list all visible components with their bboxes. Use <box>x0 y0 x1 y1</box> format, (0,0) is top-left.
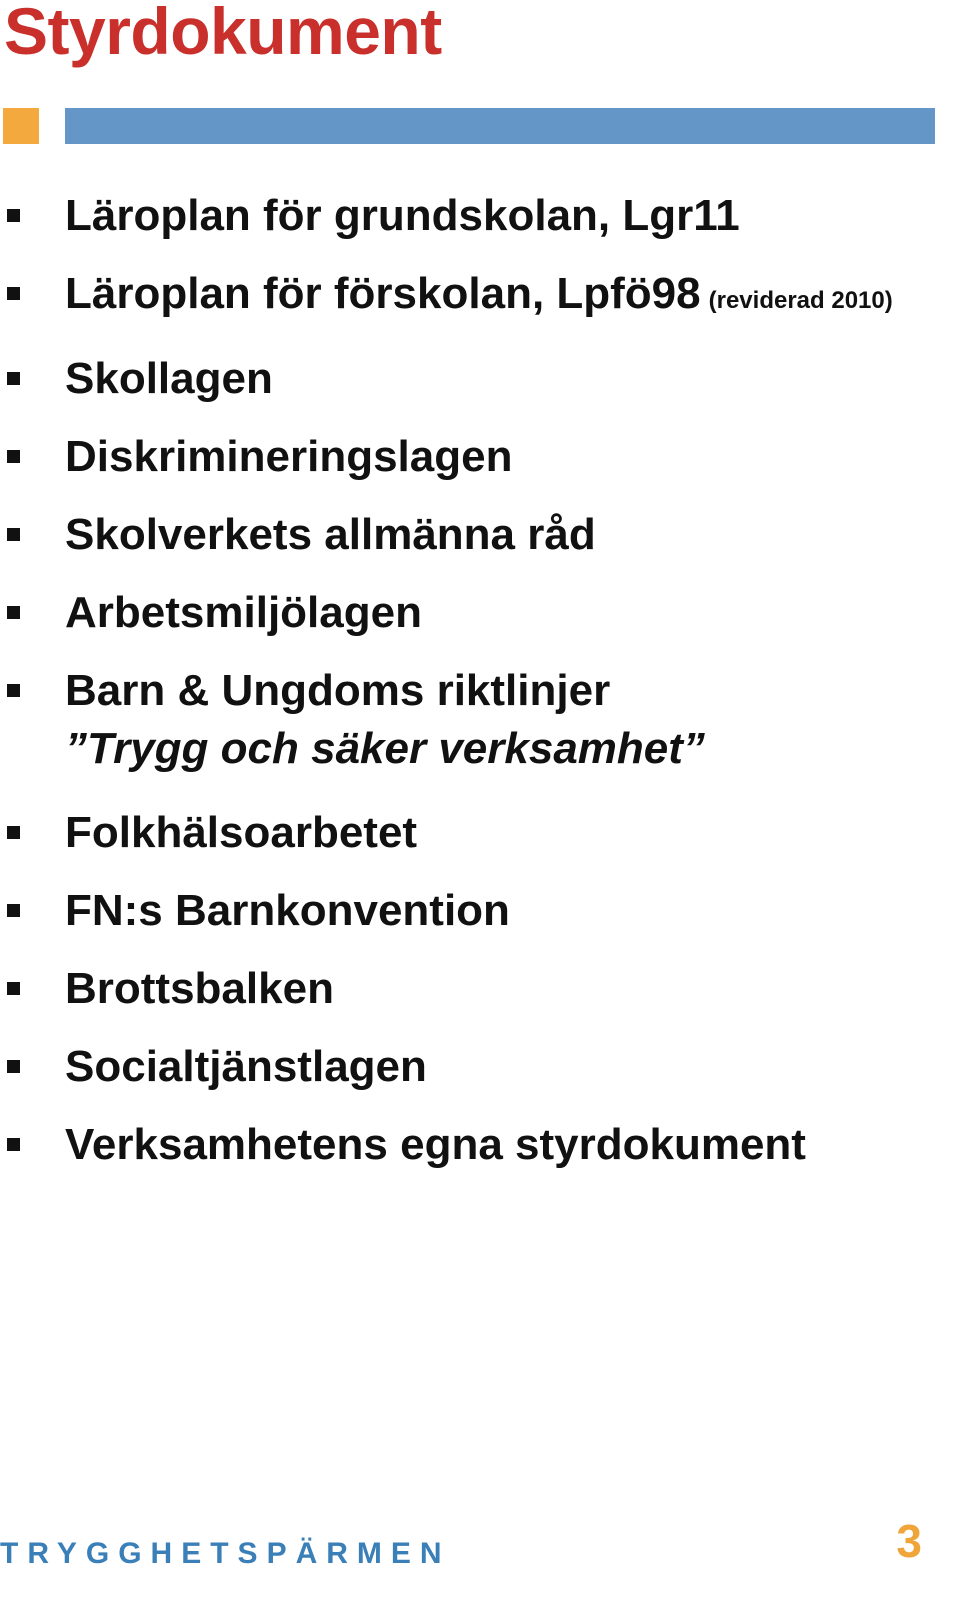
list-item <box>0 885 960 937</box>
list-item-text: Skollagen <box>65 354 273 403</box>
square-bullet-icon <box>7 372 20 385</box>
list-item-text: Socialtjänstlagen <box>65 1042 427 1091</box>
list-item <box>0 268 960 327</box>
square-bullet-icon <box>7 1060 20 1073</box>
accent-square <box>3 108 39 144</box>
square-bullet-icon <box>7 684 20 697</box>
list-item-text: Arbetsmiljölagen <box>65 588 422 637</box>
list-item-text: Folkhälsoarbetet <box>65 808 418 857</box>
square-bullet-icon <box>7 904 20 917</box>
page-number: 3 <box>896 1515 922 1567</box>
list-item <box>0 807 960 859</box>
list-item <box>0 963 960 1015</box>
list-item-text: Läroplan för förskolan, Lpfö98 <box>65 269 701 318</box>
list-item <box>0 353 960 405</box>
list-item <box>0 587 960 639</box>
square-bullet-icon <box>7 982 20 995</box>
square-bullet-icon <box>7 287 20 300</box>
page-title: Styrdokument <box>4 0 442 68</box>
footer-brand: TRYGGHETSPÄRMEN <box>0 1537 451 1570</box>
square-bullet-icon <box>7 450 20 463</box>
list-item <box>0 190 960 242</box>
list-item-text: Läroplan för grundskolan, Lgr11 <box>65 191 740 240</box>
list-item <box>0 509 960 561</box>
square-bullet-icon <box>7 606 20 619</box>
square-bullet-icon <box>7 1138 20 1151</box>
list-item <box>0 665 960 781</box>
accent-bar <box>65 108 935 144</box>
bullet-list <box>0 190 960 1197</box>
list-item-text: Diskrimineringslagen <box>65 432 513 481</box>
list-item-text: Brottsbalken <box>65 964 334 1013</box>
list-item <box>0 1041 960 1093</box>
list-item <box>0 1119 960 1171</box>
square-bullet-icon <box>7 528 20 541</box>
list-item-text: Barn & Ungdoms riktlinjer <box>65 666 611 715</box>
list-item-text: FN:s Barnkonvention <box>65 886 510 935</box>
list-item-note: (reviderad 2010) <box>708 287 893 314</box>
square-bullet-icon <box>7 826 20 839</box>
list-item-subtitle: ”Trygg och säker verksamhet” <box>65 724 705 773</box>
list-item-text: Skolverkets allmänna råd <box>65 510 596 559</box>
list-item <box>0 431 960 483</box>
square-bullet-icon <box>7 209 20 222</box>
list-item-text: Verksamhetens egna styrdokument <box>65 1120 806 1169</box>
